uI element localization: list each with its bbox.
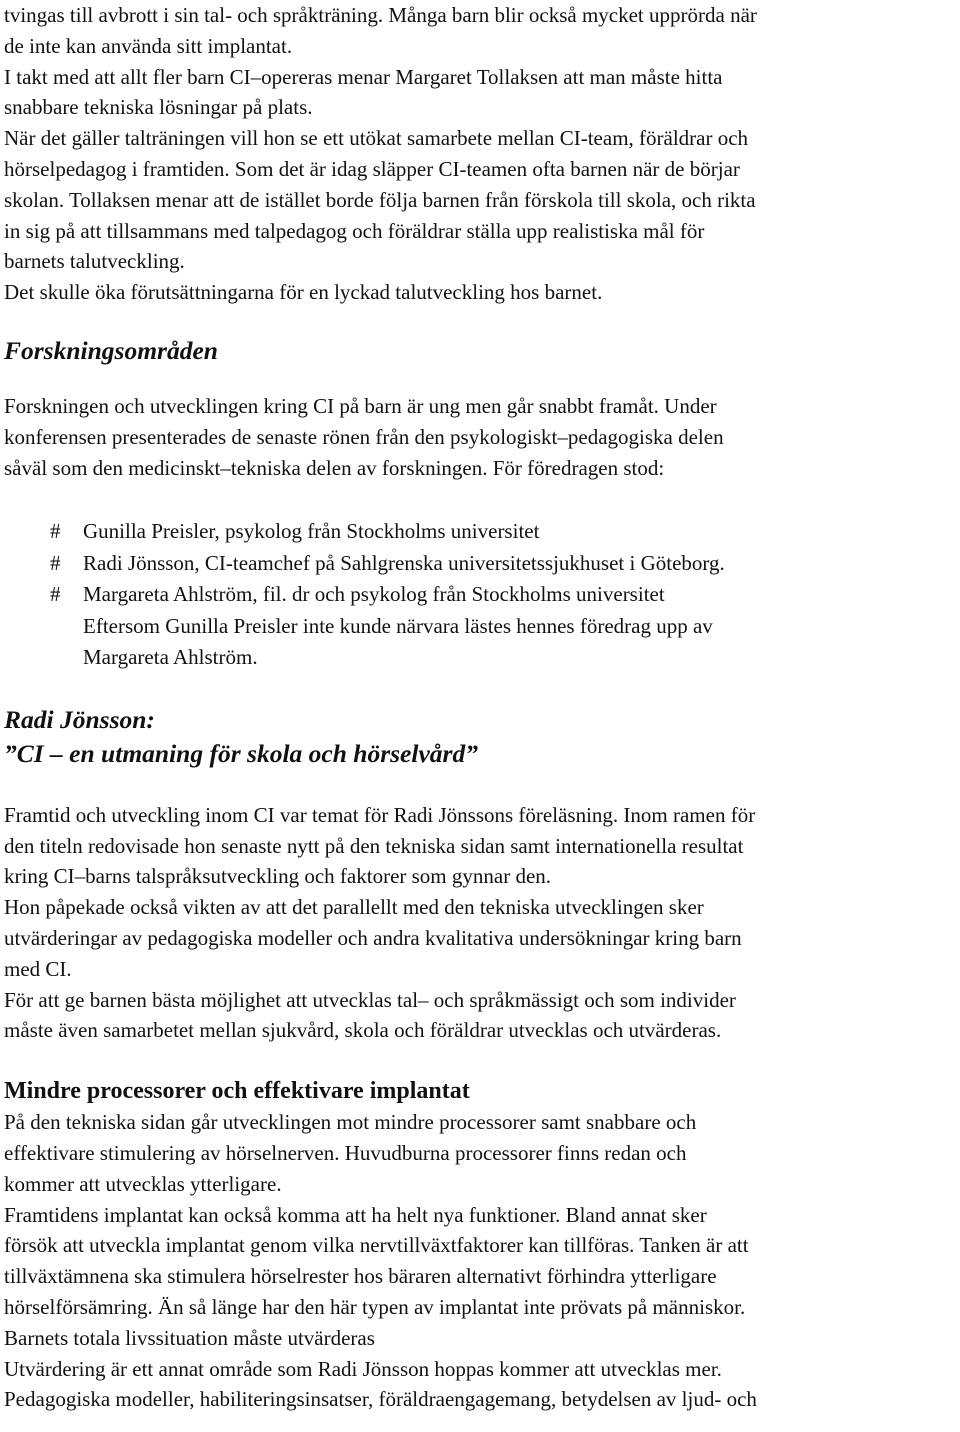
spacer xyxy=(4,771,958,800)
section-subheading-ci-utmaning: ”CI – en utmaning för skola och hörselvård” xyxy=(4,738,478,768)
list-item xyxy=(4,516,958,548)
text-line: försök att utveckla implantat genom vilka nervtillväxtfaktorer kan tillföras. Tanken är att xyxy=(4,1233,749,1258)
list-item-continuation: Eftersom Gunilla Preisler inte kunde närvara lästes hennes föredrag upp av xyxy=(83,613,713,638)
text-line: tillväxtämnena ska stimulera hörselrester hos bäraren alternativt förhindra ytterligare xyxy=(4,1264,717,1289)
text-line: Utvärdering är ett annat område som Radi Jönsson hoppas kommer att utvecklas mer. xyxy=(4,1356,722,1381)
list-item-text: Margareta Ahlström, fil. dr och psykolog från Stockholms universitet xyxy=(83,582,665,607)
text-line: skolan. Tollaksen menar att de istället borde följa barnen från förskola till skola, och rikta xyxy=(4,187,756,212)
text-line: den titeln redovisade hon senaste nytt på den tekniska sidan samt internationella resultat xyxy=(4,833,744,858)
spacer xyxy=(4,483,958,516)
text-line: Det skulle öka förutsättningarna för en lyckad talutveckling hos barnet. xyxy=(4,280,603,305)
text-line: kommer att utvecklas ytterligare. xyxy=(4,1171,282,1196)
text-line: Forskningen och utvecklingen kring CI på barn är ung men går snabbt framåt. Under xyxy=(4,393,717,418)
list-item xyxy=(4,579,958,611)
text-line: med CI. xyxy=(4,956,72,981)
text-line: såväl som den medicinskt–tekniska delen av forskningen. För föredragen stod: xyxy=(4,455,665,480)
spacer xyxy=(4,308,958,334)
spacer xyxy=(4,1046,958,1075)
text-line: För att ge barnen bästa möjlighet att utvecklas tal– och språkmässigt och som individer xyxy=(4,987,736,1012)
intro-paragraphs xyxy=(4,0,958,308)
document-page xyxy=(4,0,958,1432)
text-line: Framtid och utveckling inom CI var temat för Radi Jönssons föreläsning. Inom ramen för xyxy=(4,802,756,827)
text-line: På den tekniska sidan går utvecklingen mot mindre processorer samt snabbare och xyxy=(4,1110,697,1135)
section-heading-radi-jonsson: Radi Jönsson: xyxy=(4,704,155,734)
spacer xyxy=(4,674,958,703)
text-line: Pedagogiska modeller, habiliteringsinsatser, föräldraengagemang, betydelsen av ljud- och xyxy=(4,1387,757,1412)
text-line: hörselförsämring. Än så länge har den här typen av implantat inte prövats på människor. xyxy=(4,1295,746,1320)
section-heading-forskningsomraden: Forskningsområden xyxy=(4,335,218,365)
bullet-mark: # xyxy=(50,582,61,607)
radi-paragraphs xyxy=(4,800,958,1046)
text-line: måste även samarbetet mellan sjukvård, skola och föräldrar utvecklas och utvärderas. xyxy=(4,1018,722,1043)
text-line: utvärderingar av pedagogiska modeller och andra kvalitativa undersökningar kring barn xyxy=(4,926,742,951)
text-line: effektivare stimulering av hörselnerven. Huvudburna processorer finns redan och xyxy=(4,1141,687,1166)
list-item xyxy=(4,548,958,580)
text-line: hörselpedagog i framtiden. Som det är idag släpper CI-teamen ofta barnen när de börjar xyxy=(4,156,740,181)
mindre-paragraphs xyxy=(4,1107,958,1415)
text-line: barnets talutveckling. xyxy=(4,249,185,274)
text-line: När det gäller talträningen vill hon se ett utökat samarbete mellan CI-team, föräldrar och xyxy=(4,126,749,151)
text-line: konferensen presenterades de senaste rönen från den psykologiskt–pedagogiska delen xyxy=(4,424,724,449)
spacer xyxy=(4,368,958,391)
text-line: tvingas till avbrott i sin tal- och språkträning. Många barn blir också mycket upprörda när xyxy=(4,3,757,27)
section-heading-mindre-processorer: Mindre processorer och effektivare implantat xyxy=(4,1078,470,1105)
list-item-text: Gunilla Preisler, psykolog från Stockholms universitet xyxy=(83,519,540,544)
bullet-mark: # xyxy=(50,519,61,544)
text-line: in sig på att tillsammans med talpedagog och föräldrar ställa upp realistiska mål för xyxy=(4,218,705,243)
list-item-continuation: Margareta Ahlström. xyxy=(83,645,258,670)
speaker-list xyxy=(4,516,958,674)
text-line: Framtidens implantat kan också komma att ha helt nya funktioner. Bland annat sker xyxy=(4,1202,707,1227)
text-line: Hon påpekade också vikten av att det parallellt med den tekniska utvecklingen sker xyxy=(4,895,704,920)
list-item-text: Radi Jönsson, CI-teamchef på Sahlgrenska universitetssjukhuset i Göteborg. xyxy=(83,550,725,575)
bullet-mark: # xyxy=(50,550,61,575)
forskning-paragraph xyxy=(4,391,958,483)
text-line: I takt med att allt fler barn CI–opereras menar Margaret Tollaksen att man måste hitta xyxy=(4,64,723,89)
text-line: kring CI–barns talspråksutveckling och faktorer som gynnar den. xyxy=(4,864,552,889)
text-line: Barnets totala livssituation måste utvärderas xyxy=(4,1325,375,1350)
text-line: snabbare tekniska lösningar på plats. xyxy=(4,95,313,120)
text-line: de inte kan använda sitt implantat. xyxy=(4,33,293,58)
